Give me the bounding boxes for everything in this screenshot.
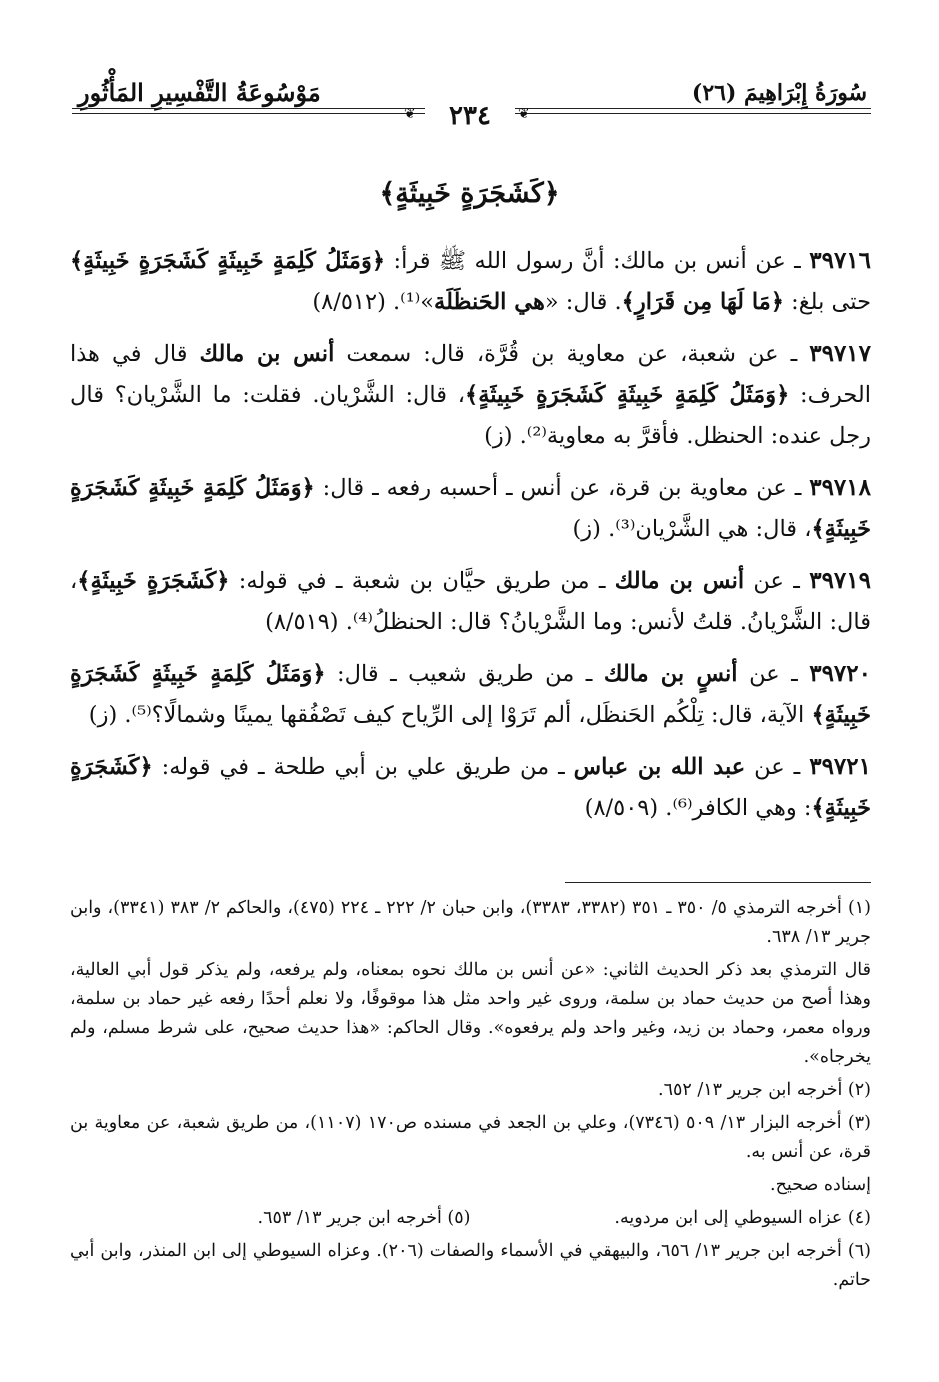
footnote: (٤) عزاه السيوطي إلى ابن مردويه. (614, 1208, 871, 1228)
running-header-surah: سُورَةُ إِبْرَاهِيمَ (٢٦) (691, 80, 867, 106)
entry-text: ـ عن (744, 568, 810, 594)
narrator-name: أنسٍ بن مالك (603, 661, 738, 687)
quran-quote: ﴿وَمَثَلُ كَلِمَةٍ خَبِيثَةٍ كَشَجَرَةٍ خَبِيثَةٍ﴾ (70, 475, 871, 542)
ornament-right-icon: ❦ (518, 106, 530, 122)
footnote: (٦) أخرجه ابن جرير ١٣/ ٦٥٦، والبيهقي في الأسماء والصفات (٢٠٦). وعزاه السيوطي إلى ابن المنذر، وابن أبي حاتم. (70, 1241, 871, 1290)
entry-text: ـ من طريق شعيب ـ قال: (325, 661, 604, 687)
entry-text: ، قال: الشَّرْيان. فقلت: ما الشَّرْيان؟ قال رجل عنده: الحنظل. فأقرَّ به معاوية⁽²⁾. (ز) (70, 382, 871, 449)
footnote-row (70, 1204, 871, 1233)
entry-number: ٣٩٧١٦ (809, 247, 872, 274)
footnote: (٥) أخرجه ابن جرير ١٣/ ٦٥٣. (257, 1208, 471, 1228)
entry-text: . قال: « (544, 289, 622, 315)
entry-bold: هي الحَنظَلَة (434, 289, 545, 315)
entry-text: : وهي الكافر⁽⁶⁾. (٨/٥٠٩) (584, 795, 812, 821)
entry-text: ـ عن (737, 661, 810, 687)
quran-quote: ﴿كَشَجَرَةٍ خَبِيثَةٍ﴾ (70, 754, 871, 821)
entry (70, 467, 871, 550)
footnote: (٢) أخرجه ابن جرير ١٣/ ٦٥٢. (658, 1080, 871, 1100)
quran-quote: ﴿كَشَجَرَةٍ خَبِيثَةٍ﴾ (77, 568, 230, 594)
entry-text: الآية، قال: تِلْكُم الحَنظَل، ألم تَرَوْا إلى الرِّياح كيف تَصْفُقها يمينًا وشمالًا؟⁽⁵⁾. (ز) (88, 702, 812, 728)
entry (70, 333, 871, 457)
entry (70, 746, 871, 829)
entry (70, 240, 871, 323)
entry-number: ٣٩٧١٧ (809, 340, 872, 367)
entry (70, 560, 871, 643)
entry (70, 653, 871, 736)
footnote: إسناده صحيح. (770, 1175, 871, 1195)
section-title: ﴿كَشَجَرَةٍ خَبِيثَةٍ﴾ (379, 178, 560, 209)
entry-text: ـ من طريق علي بن أبي طلحة ـ في قوله: (152, 754, 574, 780)
entry-text: ـ عن شعبة، عن معاوية بن قُرَّة، قال: سمعت (334, 341, 810, 367)
entry-number: ٣٩٧٢٠ (809, 660, 871, 687)
entry-number: ٣٩٧١٩ (809, 567, 871, 594)
entry-number: ٣٩٧٢١ (809, 753, 871, 780)
narrator-name: عبد الله بن عباس (573, 754, 746, 780)
quran-quote: ﴿مَا لَهَا مِن قَرَارٍ﴾ (621, 289, 784, 315)
page-number: ٢٣٤ (425, 101, 515, 131)
entry-text: »⁽¹⁾. (٨/٥١٢) (312, 289, 435, 315)
entry-text: ـ عن (745, 754, 810, 780)
quran-quote: ﴿وَمَثَلُ كَلِمَةٍ خَبِيثَةٍ كَشَجَرَةٍ خَبِيثَةٍ﴾ (465, 382, 790, 408)
running-header-book: مَوْسُوعَةُ التَّفْسِيرِ المَأْثُورِ (78, 78, 321, 107)
footnote: قال الترمذي بعد ذكر الحديث الثاني: «عن أنس بن مالك نحوه بمعناه، ولم يرفعه، ولم يذكر قول أبي العالية، وهذا أصح من حديث حماد بن سلمة، وروى غير واحد مثل هذا موقوفًا، ولا نعلم أحدًا رفعه غير حماد بن سلمة، ورواه معمر، وحماد بن زيد، وغير واحد ولم يرفعوه». وقال الحاكم: «هذا حديث صحيح، على شرط مسلم، ولم يخرجاه». (70, 960, 871, 1067)
footnote: (٣) أخرجه البزار ١٣/ ٥٠٩ (٧٣٤٦)، وعلي بن الجعد في مسنده ص١٧٠ (١١٠٧)، من طريق شعبة، عن معاوية بن قرة، عن أنس به. (70, 1113, 871, 1162)
narrator-name: أنس بن مالك (614, 568, 745, 594)
entry-text: ، قال: الشَّرْيانُ. قلتُ لأنس: وما الشَّرْيانُ؟ قال: الحنظلُ⁽⁴⁾. (٨/٥١٩) (70, 568, 871, 635)
entry-text: قال في هذا الحرف: (70, 341, 871, 408)
footnotes (70, 894, 871, 1299)
footnote: (١) أخرجه الترمذي ٥/ ٣٥٠ ـ ٣٥١ (٣٣٨٢، ٣٣٨٣)، وابن حبان ٢/ ٢٢٢ ـ ٢٢٤ (٤٧٥)، والحاكم ٢/ ٣٨٣ (٣٣٤١)، وابن جرير ١٣/ ٦٣٨. (70, 898, 871, 947)
footnote-separator (565, 882, 871, 883)
entry-text: حتى بلغ: (783, 289, 871, 315)
entry-text: ـ عن معاوية بن قرة، عن أنس ـ أحسبه رفعه ـ قال: (314, 475, 810, 501)
entries (70, 240, 871, 839)
entry-text: ـ من طريق حيَّان بن شعبة ـ في قوله: (229, 568, 615, 594)
ornament-left-icon: ❦ (404, 106, 416, 122)
quran-quote: ﴿وَمَثَلُ كَلِمَةٍ خَبِيثَةٍ كَشَجَرَةٍ خَبِيثَةٍ﴾ (70, 248, 386, 274)
quran-quote: ﴿وَمَثَلُ كَلِمَةٍ خَبِيثَةٍ كَشَجَرَةٍ خَبِيثَةٍ﴾ (70, 661, 871, 728)
entry-text: ـ عن أنس بن مالك: أنَّ رسول الله ﷺ قرأ: (385, 248, 810, 274)
entry-text: ، قال: هي الشَّرْيان⁽³⁾. (ز) (572, 516, 812, 542)
entry-number: ٣٩٧١٨ (809, 474, 871, 501)
narrator-name: أنس بن مالك (199, 341, 335, 367)
